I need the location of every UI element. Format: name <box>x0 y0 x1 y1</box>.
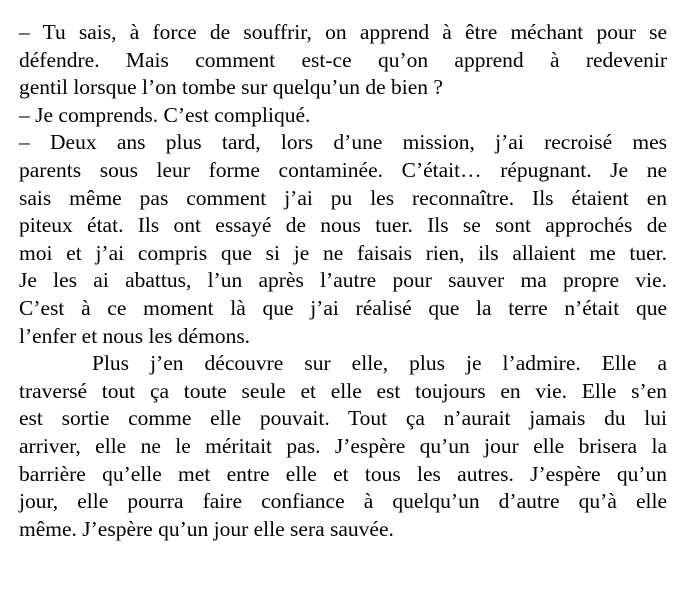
text-line: gentil lorsque l’on tombe sur quelqu’un de bien ? <box>19 75 443 100</box>
text-line: – Deux ans plus tard, lors d’une mission, j’ai recroisé mes <box>19 130 667 155</box>
text-line: traversé tout ça toute seule et elle est toujours en vie. Elle s’en <box>19 378 667 403</box>
text-line: C’est à ce moment là que j’ai réalisé que la terre n’était que <box>19 295 667 320</box>
text-line: barrière qu’elle met entre elle et tous les autres. J’espère qu’un <box>19 461 667 486</box>
narrative-paragraph <box>19 350 667 543</box>
text-line: arriver, elle ne le méritait pas. J’espère qu’un jour elle brisera la <box>19 433 667 458</box>
text-line: parents sous leur forme contaminée. C’était… répugnant. Je ne <box>19 157 667 182</box>
text-line: sais même pas comment j’ai pu les reconnaître. Ils étaient en <box>19 185 667 210</box>
text-line: moi et j’ai compris que si je ne faisais rien, ils allaient me tuer. <box>19 240 667 265</box>
text-line: piteux état. Ils ont essayé de nous tuer. Ils se sont approchés de <box>19 213 667 238</box>
text-line: – Je comprends. C’est compliqué. <box>19 102 311 127</box>
text-line: défendre. Mais comment est-ce qu’on apprend à redevenir <box>19 47 667 72</box>
dialogue-block <box>19 19 667 350</box>
text-line: même. J’espère qu’un jour elle sera sauvée. <box>19 516 394 541</box>
text-line: l’enfer et nous les démons. <box>19 323 251 348</box>
text-line: jour, elle pourra faire confiance à quelqu’un d’autre qu’à elle <box>19 489 667 514</box>
text-line: – Tu sais, à force de souffrir, on apprend à être méchant pour se <box>19 20 667 44</box>
text-line: est sortie comme elle pouvait. Tout ça n’aurait jamais du lui <box>19 406 667 431</box>
text-line: Plus j’en découvre sur elle, plus je l’admire. Elle a <box>92 351 667 376</box>
text-line: Je les ai abattus, l’un après l’autre pour sauver ma propre vie. <box>19 268 667 293</box>
